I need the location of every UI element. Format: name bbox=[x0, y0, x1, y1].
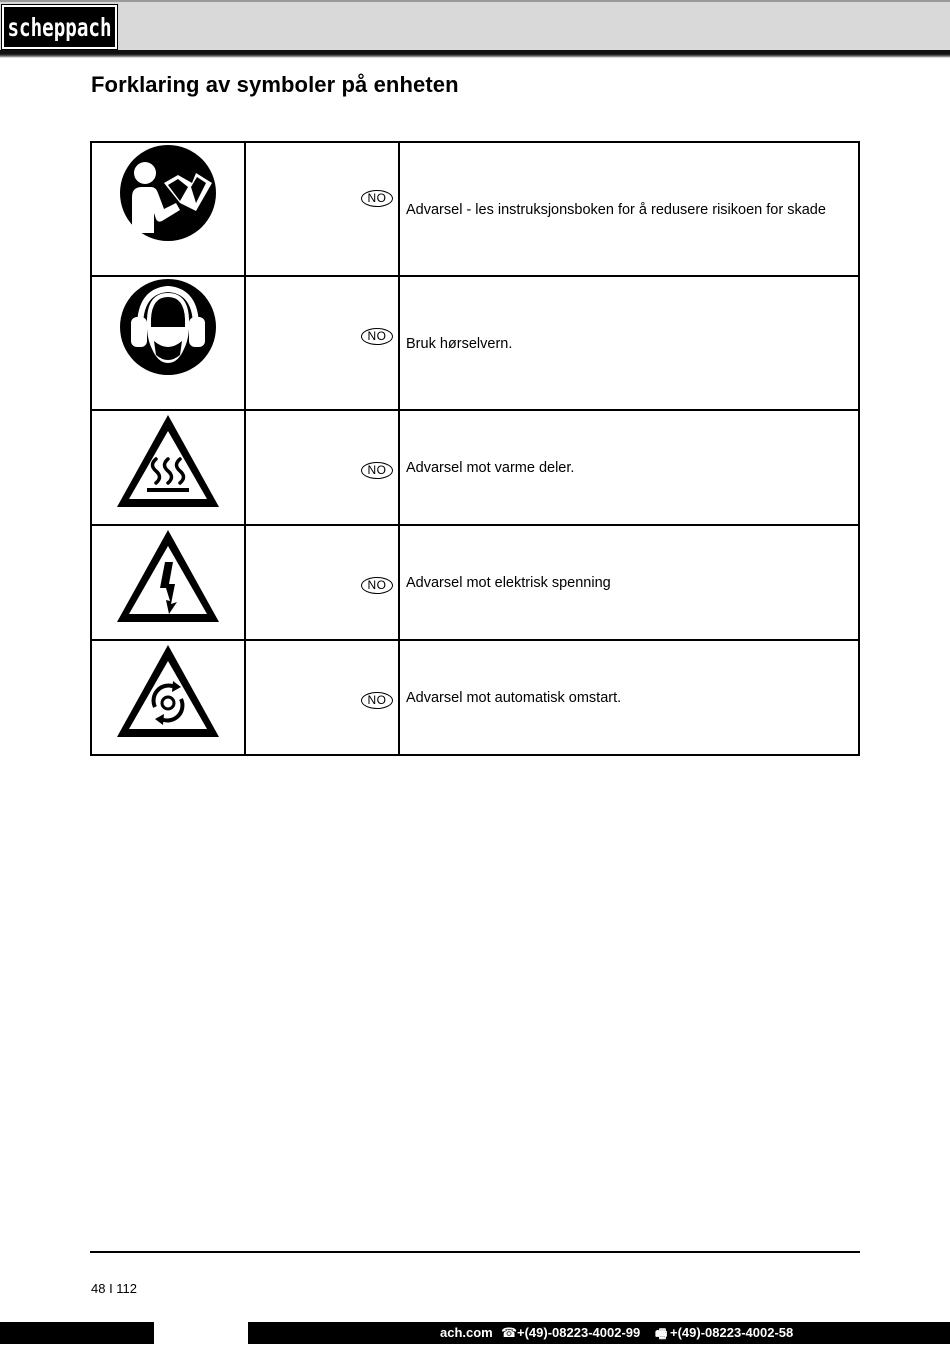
symbols-table bbox=[90, 141, 860, 756]
description-cell bbox=[399, 276, 859, 410]
table-row bbox=[91, 525, 859, 640]
read-manual-icon bbox=[118, 143, 218, 243]
symbol-description: Bruk hørselvern. bbox=[406, 336, 513, 352]
lang-cell bbox=[245, 525, 399, 640]
hot-surface-warning-icon bbox=[113, 411, 223, 511]
icon-cell bbox=[91, 276, 245, 410]
icon-cell bbox=[91, 640, 245, 755]
scheppach-logo bbox=[2, 5, 117, 49]
table-row bbox=[91, 276, 859, 410]
electric-voltage-warning-icon bbox=[113, 526, 223, 626]
page-title: Forklaring av symboler på enheten bbox=[91, 72, 459, 97]
symbol-description: Advarsel mot varme deler. bbox=[406, 460, 575, 476]
description-cell bbox=[399, 525, 859, 640]
symbol-description: Advarsel - les instruksjonsboken for å redusere risikoen for skade bbox=[406, 202, 826, 218]
description-cell bbox=[399, 410, 859, 525]
header-shadow bbox=[0, 50, 950, 58]
lang-cell bbox=[245, 142, 399, 276]
phone-number: +(49)-08223-4002-99 bbox=[517, 1325, 641, 1340]
lang-cell bbox=[245, 276, 399, 410]
footer-rule bbox=[90, 1251, 860, 1253]
icon-cell bbox=[91, 142, 245, 276]
header-bar bbox=[0, 0, 950, 52]
icon-cell bbox=[91, 410, 245, 525]
icon-cell bbox=[91, 525, 245, 640]
language-badge: NO bbox=[361, 328, 393, 345]
symbol-description: Advarsel mot automatisk omstart. bbox=[406, 690, 622, 706]
language-badge: NO bbox=[361, 577, 393, 594]
table-row bbox=[91, 142, 859, 276]
table-row bbox=[91, 410, 859, 525]
page-number: 48 I 112 bbox=[91, 1281, 138, 1296]
fax-icon: 🖷 bbox=[655, 1326, 668, 1341]
symbol-description: Advarsel mot elektrisk spenning bbox=[406, 575, 611, 591]
fax-number: +(49)-08223-4002-58 bbox=[670, 1325, 794, 1340]
logo-text: scheppach bbox=[7, 13, 112, 42]
lang-cell bbox=[245, 640, 399, 755]
description-cell bbox=[399, 640, 859, 755]
bottom-bar-gap bbox=[154, 1322, 248, 1344]
website-link[interactable]: ach.com bbox=[440, 1325, 493, 1340]
ear-protection-icon bbox=[118, 277, 218, 377]
language-badge: NO bbox=[361, 190, 393, 207]
lang-cell bbox=[245, 410, 399, 525]
language-badge: NO bbox=[361, 692, 393, 709]
telephone-icon: ☎ bbox=[501, 1325, 518, 1340]
table-row bbox=[91, 640, 859, 755]
automatic-restart-warning-icon bbox=[113, 641, 223, 741]
language-badge: NO bbox=[361, 462, 393, 479]
description-cell bbox=[399, 142, 859, 276]
